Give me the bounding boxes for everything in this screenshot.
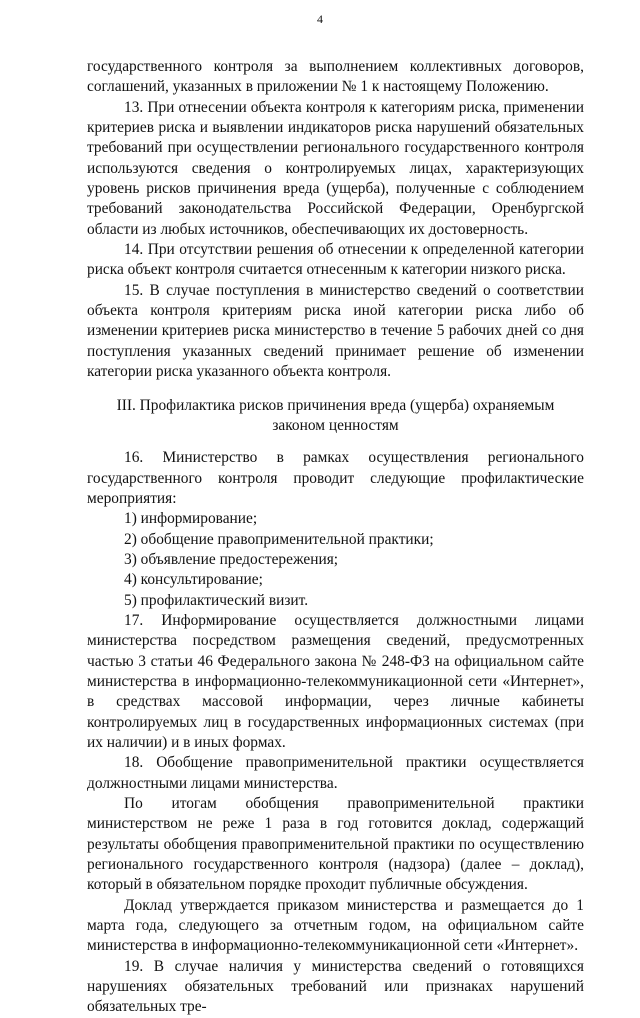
list-item: 2) обобщение правоприменительной практики;: [124, 530, 434, 548]
section-heading: III. Профилактика рисков причинения вреда (ущерба) охраняемым законом ценностям: [116, 396, 555, 434]
paragraph-13: 13. При отнесении объекта контроля к категориям риска, применении критериев риска и выявлении индикаторов риска нарушений обязательных требований при осуществлении регионального государственного контроля используются сведения о контролируемых лицах, характеризующих уровень рисков причинения вреда (ущерба), полученные с соблюдением требований законодательства Российской Федерации, Оренбургской области из любых источников, обеспечивающих их достоверность.: [87, 98, 584, 238]
paragraph-18-approval: Доклад утверждается приказом министерства и размещается до 1 марта года, следующего за отчетным годом, на официальном сайте министерства в информационно-телекоммуникационной сети «Интернет».: [87, 896, 584, 955]
paragraph-14: 14. При отсутствии решения об отнесении к определенной категории риска объект контроля считается отнесенным к категории низкого риска.: [87, 241, 584, 279]
paragraph-continuation: государственного контроля за выполнением коллективных договоров, соглашений, указанных в приложении № 1 к настоящему Положению.: [87, 58, 584, 96]
page-number: 4: [317, 12, 323, 26]
list-item: 1) информирование;: [124, 510, 258, 528]
paragraph-18: 18. Обобщение правоприменительной практики осуществляется должностными лицами министерства.: [87, 754, 584, 792]
list-item: 3) объявление предостережения;: [124, 550, 339, 568]
list-item: 4) консультирование;: [124, 571, 263, 589]
paragraph-18-report: По итогам обобщения правоприменительной практики министерством не реже 1 раза в год готовится доклад, содержащий результаты обобщения правоприменительной практики по осуществлению регионального государственного контроля (надзора) (далее – доклад), который в обязательном порядке проходит публичные обсуждения.: [87, 795, 584, 894]
paragraph-19: 19. В случае наличия у министерства сведений о готовящихся нарушениях обязательных требований или признаках нарушений обязательных тре-: [87, 957, 584, 1016]
paragraph-17: 17. Информирование осуществляется должностными лицами министерства посредством размещения сведений, предусмотренных частью 3 статьи 46 Федерального закона № 248-ФЗ на официальном сайте министерства в информационно-телекоммуникационной сети «Интернет», в средствах массовой информации, через личные кабинеты контролируемых лиц в государственных информационных системах (при их наличии) и в иных формах.: [87, 611, 584, 751]
paragraph-16: 16. Министерство в рамках осуществления регионального государственного контроля проводит следующие профилактические мероприятия:: [87, 449, 584, 507]
paragraph-15: 15. В случае поступления в министерство сведений о соответствии объекта контроля критериям риска иной категории риска либо об изменении критериев риска министерство в течение 5 рабочих дней со дня поступления указанных сведений принимает решение об изменении категории риска указанного объекта контроля.: [87, 281, 584, 381]
list-item: 5) профилактический визит.: [124, 591, 309, 609]
document-body: [87, 57, 584, 1018]
